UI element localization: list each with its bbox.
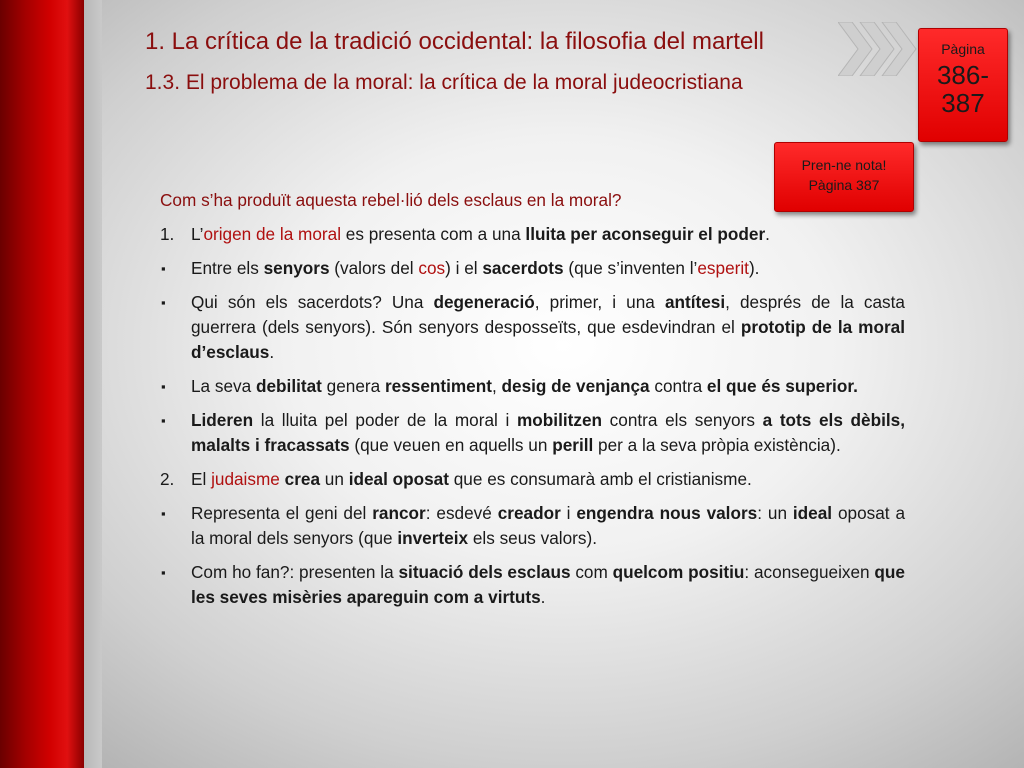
- text-run: ) i el: [445, 258, 483, 278]
- text-run: que es consumarà amb el cristianisme.: [448, 469, 752, 489]
- text-run: , primer, i una: [534, 292, 665, 312]
- text-run: L’: [191, 224, 204, 244]
- text-run: : aconsegueixen: [744, 562, 875, 582]
- text-run: inverteix: [397, 528, 469, 548]
- numbered-item: [160, 222, 905, 247]
- text-run: ).: [748, 258, 760, 278]
- text-run: Representa el geni del: [191, 503, 373, 523]
- text-run: ideal oposat: [348, 469, 449, 489]
- text-run: crea: [284, 469, 321, 489]
- text-run: (que veuen en aquells un: [349, 435, 553, 455]
- item-number: 2.: [160, 469, 175, 489]
- text-run: origen de la moral: [203, 224, 342, 244]
- text-run: quelcom positiu: [612, 562, 745, 582]
- text-run: esperit: [697, 258, 749, 278]
- slide-title: 1. La crítica de la tradició occidental: la filosofia del martell: [145, 28, 764, 55]
- text-run: un: [320, 469, 349, 489]
- text-run: cos: [418, 258, 446, 278]
- square-bullet-icon: ▪: [161, 379, 166, 394]
- text-run: .: [765, 224, 770, 244]
- text-run: contra els senyors: [602, 410, 763, 430]
- bullet-item: [160, 560, 905, 610]
- text-run: debilitat: [255, 376, 322, 396]
- left-decorative-band: [0, 0, 84, 768]
- text-run: (que s’inventen l’: [563, 258, 698, 278]
- bullet-item: [160, 256, 905, 281]
- square-bullet-icon: ▪: [161, 413, 166, 428]
- text-run: Entre els: [191, 258, 264, 278]
- text-run: La seva: [191, 376, 256, 396]
- text-run: mobilitzen: [517, 410, 602, 430]
- text-run: contra: [649, 376, 707, 396]
- bullet-item: [160, 374, 905, 399]
- text-run: .: [269, 342, 275, 362]
- text-run: prototip de la moral d’esclaus: [191, 317, 905, 362]
- text-run: perill: [552, 435, 594, 455]
- slide-content: [160, 188, 905, 619]
- square-bullet-icon: ▪: [161, 506, 166, 521]
- text-run: ,: [491, 376, 502, 396]
- take-note-page: Pàgina 387: [808, 177, 880, 193]
- lead-question: Com s’ha produït aquesta rebel·lió dels esclaus en la moral?: [160, 190, 622, 210]
- text-run: Com ho fan?: presenten la: [191, 562, 399, 582]
- square-bullet-icon: ▪: [161, 295, 166, 310]
- text-run: situació dels esclaus: [398, 562, 571, 582]
- numbered-item: [160, 467, 905, 492]
- text-run: genera: [321, 376, 385, 396]
- text-run: Qui són els sacerdots? Una: [191, 292, 434, 312]
- chevrons-icon: [838, 22, 918, 76]
- text-run: (valors del: [329, 258, 419, 278]
- text-run: desig de venjança: [501, 376, 650, 396]
- text-run: que les seves misèries apareguin com a virtuts: [191, 562, 905, 607]
- text-run: els seus valors).: [468, 528, 597, 548]
- text-run: ideal: [792, 503, 833, 523]
- page-number: 386-387: [936, 60, 990, 118]
- page-label: Pàgina: [941, 41, 985, 57]
- text-run: la lluita pel poder de la moral i: [253, 410, 518, 430]
- text-run: El: [191, 469, 212, 489]
- text-run: es presenta com a una: [341, 224, 526, 244]
- bullet-item: [160, 408, 905, 458]
- item-number: 1.: [160, 224, 175, 244]
- text-run: rancor: [372, 503, 426, 523]
- take-note-label: Pren-ne nota!: [801, 157, 887, 173]
- content-list: [160, 222, 905, 610]
- text-run: degeneració: [433, 292, 535, 312]
- text-run: lluita per aconseguir el poder: [525, 224, 766, 244]
- text-run: i: [560, 503, 577, 523]
- text-run: senyors: [263, 258, 330, 278]
- text-run: : esdevé: [425, 503, 498, 523]
- text-run: , després de la casta guerrera (dels senyors). Són senyors desposseïts, que esdevindran el: [191, 292, 905, 337]
- text-run: a tots els dèbils, malalts i fracassats: [191, 410, 905, 455]
- text-run: antítesi: [664, 292, 726, 312]
- text-run: creador: [497, 503, 561, 523]
- text-run: ressentiment: [384, 376, 492, 396]
- bullet-item: [160, 501, 905, 551]
- text-run: sacerdots: [482, 258, 564, 278]
- text-run: : un: [757, 503, 793, 523]
- text-run: com: [570, 562, 613, 582]
- text-run: Lideren: [191, 410, 254, 430]
- square-bullet-icon: ▪: [161, 261, 166, 276]
- bullet-item: [160, 290, 905, 365]
- text-run: engendra nous valors: [576, 503, 758, 523]
- text-run: oposat a la moral dels senyors (que: [191, 503, 906, 548]
- text-run: per a la seva pròpia existència).: [593, 435, 841, 455]
- square-bullet-icon: ▪: [161, 565, 166, 580]
- page-reference-box: [918, 28, 1008, 142]
- text-run: judaisme: [211, 469, 280, 489]
- text-run: el que és superior.: [706, 376, 858, 396]
- text-run: .: [540, 587, 546, 607]
- slide-subtitle: 1.3. El problema de la moral: la crítica de la moral judeocristiana: [145, 71, 743, 94]
